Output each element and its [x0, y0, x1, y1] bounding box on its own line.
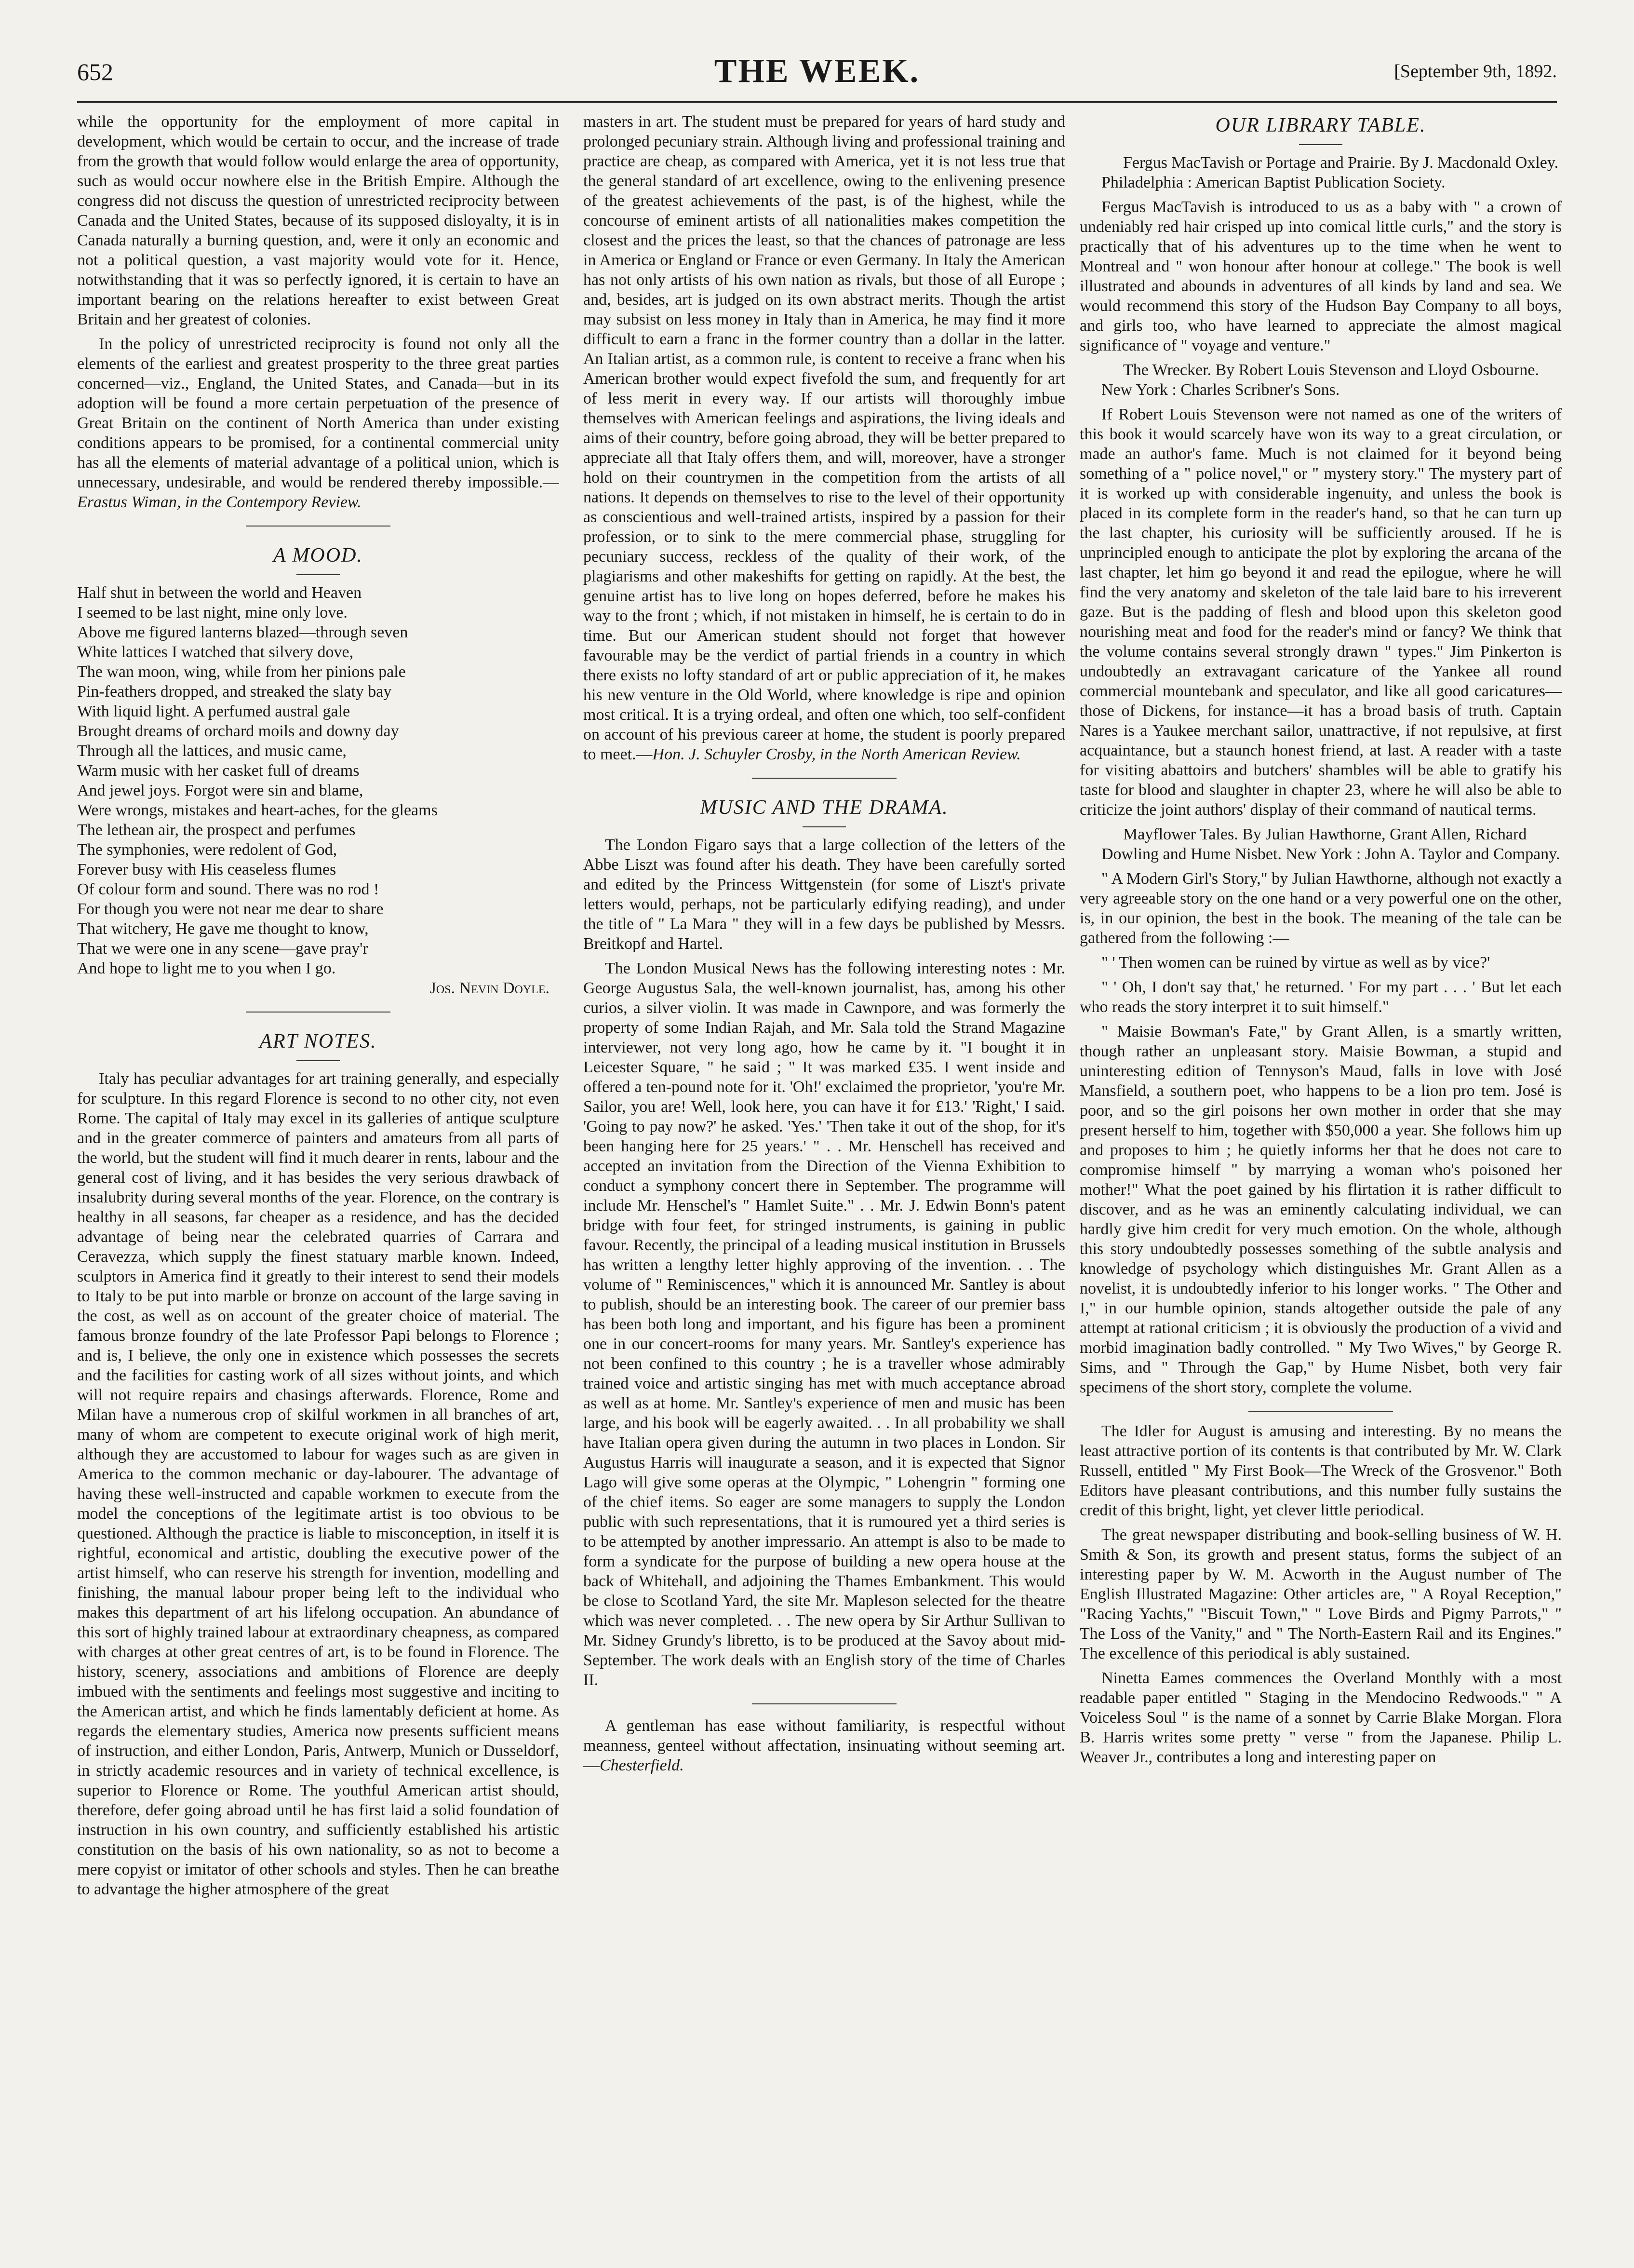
section-title-art-notes: ART NOTES.	[259, 1030, 377, 1053]
masthead: THE WEEK.	[714, 53, 920, 90]
section-divider	[752, 778, 897, 779]
article-attribution: Erastus Wiman, in the Contempory Review.	[77, 493, 362, 511]
poem-line: The lethean air, the prospect and perfumes	[77, 821, 356, 839]
quotation	[583, 1716, 1065, 1775]
poem-line: With liquid light. A perfumed austral gale	[77, 702, 350, 720]
review-paragraph: If Robert Louis Stevenson were not named as one of the writers of this book it would scarcely have won its way to a great circulation, or made an author's fame. Much is not claimed for it beyond being something of a " police novel," or " mystery story." The mystery part of it is worked up with considerable ingenuity, and unless the book is placed in its complete form in the reader's hand, so that he can turn up the last chapter, his curiosity will be sufficiently aroused. If he is unprincipled enough to anticipate the plot by exploring the arcana of the last chapter, let him go beyond it and read the epilogue, where he will find the very anatomy and skeleton of the tale laid bare to his irreverent gaze. But is the padding of flesh and blood upon this skeleton good nourishing meat and food for the reader's mind or fancy? We think that the volume contains several strongly drawn " types." Jim Pinkerton is undoubtedly an extravagant caricature of the Yankee all round commercial mountebank and speculator, and like all good caricatures—those of Dickens, for instance—it has a broad basis of truth. Captain Nares is a Yaukee merchant sailor, unattractive, if not repulsive, at first acquaintance, but a staunch honest friend, at last. A reader with a taste for visiting abattoirs and butchers' shambles will be able to gratify his taste for blood and slaughter in chapter 23, where he will also be able to criticize the joint authors' display of their command of nautical terms.	[1080, 405, 1562, 819]
book-heading: Fergus MacTavish or Portage and Prairie. By J. Macdonald Oxley. Philadelphia : American Baptist Publication Society.	[1101, 154, 1559, 191]
poem-line: That we were one in any scene—gave pray'r	[77, 940, 368, 958]
column-3	[1080, 112, 1562, 2253]
poem-line: Pin-feathers dropped, and streaked the slaty bay	[77, 683, 392, 701]
periodical-paragraph: Ninetta Eames commences the Overland Monthly with a most readable paper entitled " Staging in the Mendocino Redwoods." " A Voiceless Soul " is the name of a sonnet by Carrie Blake Morgan. Flora B. Harris writes some pretty " verse " from the Japanese. Philip L. Weaver Jr., contributes a long and interesting paper on	[1080, 1669, 1562, 1766]
section-title-library: OUR LIBRARY TABLE.	[1215, 114, 1426, 136]
poem-line: Above me figured lanterns blazed—through seven	[77, 623, 408, 641]
review-paragraph: " ' Oh, I don't say that,' he returned. ' For my part . . . ' But let each who reads the story interpret it to suit himself."	[1080, 978, 1562, 1016]
review-paragraph: " Maisie Bowman's Fate," by Grant Allen, is a smartly written, though rather an unpleasant story. Maisie Bowman, a stupid and uninteresting edition of Tennyson's Maud, falls in love with José Mansfield, a southern poet, who happens to be a lion pro tem. José is poor, and so the girl poisons her own mother in order that she may present herself to him, together with $50,000 a year. She follows him up and proposes to him ; he quietly informs her that he does not care to compromise himself " by marrying a woman who's poisoned her mother!" What the poet gained by his flirtation it is rather difficult to discover, and as he was an eminently calculating individual, we can hardly give him credit for very much emotion. On the whole, although this story undoubtedly possesses something of the subtle analysis and knowledge of psychology which distinguishes Mr. Grant Allen as a novelist, it is undoubtedly inferior to his longer works. " The Other and I," in our humble opinion, stands altogether outside the pale of any attempt at rational criticism ; it is obviously the production of a vivid and morbid imagination badly controlled. " My Two Wives," by George R. Sims, and " Through the Gap," by Hume Nisbet, both very fair specimens of the short story, complete the volume.	[1080, 1023, 1562, 1396]
quotation-attribution: Chesterfield.	[600, 1756, 684, 1774]
poem-line: Of colour form and sound. There was no rod !	[77, 880, 379, 898]
poem-line: For though you were not near me dear to share	[77, 900, 384, 918]
section-divider	[752, 1703, 897, 1704]
article-paragraph: Italy has peculiar advantages for art training generally, and especially for sculpture. In this regard Florence is second to no other city, not even Rome. The capital of Italy may excel in its galleries of antique sculpture and in the greater commerce of painters and amateurs from all parts of the world, but the student will find it much dearer in rents, labour and the general cost of living, and it has besides the very serious drawback of insalubrity during several months of the year. Florence, on the contrary is healthy in all seasons, far cheaper as a residence, and has the decided advantage of being near the celebrated quarries of Carrara and Ceravezza, which supply the finest statuary marble known. Indeed, sculptors in America find it greatly to their interest to send their models to Italy to be put into marble or bronze on account of the large saving in the cost, as well as on account of the greater choice of material. The famous bronze foundry of the late Professor Papi belongs to Florence ; and is, I believe, the only one in existence which possesses the secrets and the facilities for casting work of all sizes without joints, and which will not require repairs and chasings afterwards. Florence, Rome and Milan have a numerous crop of skilful workmen in all branches of art, many of whom are competent to execute original work of high merit, although they are accustomed to labour for wages such as are given in America to the common mechanic or day-labourer. The advantage of having these well-instructed and capable workmen to execute from the model the conceptions of the legitimate artist is too obvious to be questioned. Although the practice is liable to misconception, in itself it is rightful, economical and artistic, doubling the executive power of the artist himself, who can reserve his strength for invention, modelling and finishing, the manual labour proper being left to the individual who makes this department of art his lifelong occupation. An abundance of this sort of highly trained labour at extraordinary cheapness, as compared with charges at other great centres of art, is to be found in Florence. The history, scenery, associations and ambitions of Florence are deeply imbued with the sentiments and feelings most suggestive and inciting to the American artist, and which he finds lamentably deficient at home. As regards the elementary studies, America now presents sufficient means of instruction, and either London, Paris, Antwerp, Munich or Dusseldorf, in strictly academic resources and in variety of technical excellence, is superior to Florence or Rome. The youthful American artist should, therefore, defer going abroad until he has first laid a solid foundation of instruction in his own country, and sufficiently established his artistic constitution on the basis of his own nationality, so as not to become a mere copyist or imitator of other schools and styles. Then he can breathe to advantage the higher atmosphere of the great	[77, 1070, 559, 1898]
page-header	[77, 43, 1557, 103]
poem-line: The symphonies, were redolent of God,	[77, 841, 337, 859]
title-underline	[1299, 144, 1342, 145]
poem-line: And hope to light me to you when I go.	[77, 959, 336, 977]
poem-line: Brought dreams of orchard moils and downy day	[77, 722, 399, 740]
poem-line: Were wrongs, mistakes and heart-aches, for the gleams	[77, 801, 438, 819]
poem-line: And jewel joys. Forgot were sin and blame,	[77, 782, 363, 799]
article-paragraph: The London Musical News has the following interesting notes : Mr. George Augustus Sala, the well-known journalist, has, among his other curios, a silver violin. It was made in Cawnpore, and was formerly the property of some Indian Rajah, and Mr. Sala told the Strand Magazine interviewer, not very long ago, how he came by it. "I bought it in Leicester Square, " he said ; " It was marked £35. I went inside and offered a ten-pound note for it. 'Oh!' exclaimed the proprietor, 'you're Mr. Sailor, you are! Well, look here, you can have it for £13.' 'Right,' I said. 'Going to pay now?' he asked. 'Yes.' 'Then take it out of the shop, for it's been hanging here for 25 years.' " . . Mr. Henschell has received and accepted an invitation from the Direction of the Vienna Exhibition to conduct a symphony concert there in September. The programme will include Mr. Henschel's " Hamlet Suite." . . Mr. J. Edwin Bonn's patent bridge with four feet, for stringed instruments, is gaining in public favour. Recently, the principal of a leading musical institution in Brussels has written a lengthy letter highly approving of the invention. . . The volume of " Reminiscences," which it is announced Mr. Santley is about to publish, should be an interesting book. The career of our premier bass has been both long and important, and his figure has been a prominent one in our concert-rooms for many years. Mr. Santley's experience has not been confined to this country ; he is a traveller whose admirably trained voice and artistic singing has met with much acceptance abroad as well as at home. Mr. Santley's experience of men and music has been large, and his book will be eagerly awaited. . . In all probability we shall have Italian opera given during the autumn in two places in London. Sir Augustus Harris will inaugurate a season, and it is expected that Signor Lago will give some operas at the Olympic, " Lohengrin " forming one of the chief items. So eager are some managers to supply the London public with such representations, that it is rumoured yet a third series is to be attempted by another impressario. An attempt is also to be made to form a syndicate for the purpose of building a new opera house at the back of Whitehall, and adjoining the Thames Embankment. This would be close to Scotland Yard, the site Mr. Mapleson selected for the theatre which was never completed. . . The new opera by Sir Arthur Sullivan to Mr. Sidney Grundy's libretto, is to be produced at the Savoy about mid-September. The work deals with an English story of the time of Charles II.	[583, 959, 1065, 1689]
poem-line: The wan moon, wing, while from her pinions pale	[77, 663, 406, 681]
quotation-text: A gentleman has ease without familiarity, is respectful without meanness, genteel without affectation, insinuating without seeming art.—	[583, 1717, 1065, 1774]
poem-line: Forever busy with His ceaseless flumes	[77, 861, 336, 878]
title-underline	[296, 1060, 340, 1061]
book-heading: Mayflower Tales. By Julian Hawthorne, Grant Allen, Richard Dowling and Hume Nisbet. New York : John A. Taylor and Company.	[1101, 825, 1560, 863]
periodical-paragraph: The great newspaper distributing and book-selling business of W. H. Smith & Son, its growth and present status, forms the subject of an interesting paper by W. M. Acworth in the August number of The English Illustrated Magazine: Other articles are, " A Royal Reception," "Racing Yachts," "Biscuit Town," " Love Birds and Pigmy Parrots," " The Loss of the Vanity," and " The North-Eastern Rail and its Engines." The excellence of this periodical is ably sustained.	[1080, 1526, 1562, 1662]
title-underline	[803, 826, 846, 827]
column-1	[77, 112, 559, 2253]
article-paragraph-last	[77, 334, 559, 512]
book-heading: The Wrecker. By Robert Louis Stevenson and Lloyd Osbourne. New York : Charles Scribner's Sons.	[1101, 361, 1539, 399]
issue-date: [September 9th, 1892.	[1394, 61, 1557, 81]
poem-line: Through all the lattices, and music came,	[77, 742, 347, 760]
paragraph-text: masters in art. The student must be prepared for years of hard study and prolonged pecuniary strain. Although living and professional training and practice are cheap, as compared with America, yet it is not less true that the general standard of art excellence, owing to the enlivening presence of the greatest achievements of the past, is of the highest, while the concourse of eminent artists of all nationalities makes competition the closest and the prices the least, so that the chances of patronage are less in America or England or France or even Germany. In Italy the American has not only artists of his own nation as rivals, but those of all Europe ; and, besides, art is judged on its own abstract merits. Though the artist may subsist on less money in Italy than in America, he may find it more difficult to earn a franc in the former country than a dollar in the latter. An Italian artist, as a common rule, is content to receive a franc when his American brother would expect fivefold the sum, and frequently for art of less merit in every way. If our artists will thoroughly imbue themselves with American feelings and aspirations, the living ideals and aims of their country, before going abroad, they will be better prepared to appreciate all that Italy offers them, and will, moreover, have a stronger hold on their countrymen in the competition from the artists of all nations. It depends on themselves to rise to the level of their opportunity as conscientious and well-trained artists, inspired by a passion for their profession, or to sink to the mere commercial phase, struggling for pecuniary success, reckless of the quality of their work, of the plagiarisms and other makeshifts for getting on rapidly. At the best, the genuine artist has to live long on hopes deferred, before he makes his way to the front ; which, if not mistaken in himself, he is certain to do in time. But our American student should not forget that however favourable may be the verdict of partial friends in a country in which there exists no lofty standard of art or public appreciation of it, he makes his new venture in the Old World, where knowledge is ripe and opinion most critical. It is a trying ordeal, and often one which, too self-confident on account of his previous career at home, the student is poorly prepared to meet.—	[583, 113, 1065, 763]
section-title-mood: A MOOD.	[273, 544, 363, 567]
review-paragraph: " ' Then women can be ruined by virtue as well as by vice?'	[1101, 954, 1490, 972]
column-2	[583, 112, 1065, 2253]
poem-line: Half shut in between the world and Heaven	[77, 584, 362, 602]
paragraph-text: In the policy of unrestricted reciprocity is found not only all the elements of the earliest and greatest prosperity to the three great parties concerned—viz., England, the United States, and Canada—but in its adoption will be found a more certain perpetuation of the presence of Great Britain on the continent of North America than under existing conditions appears to be promised, for a continental commercial unity has all the elements of material advantage of a political union, which is unnecessary, undesirable, and would be rendered thereby impossible.—	[77, 335, 559, 491]
article-attribution: Hon. J. Schuyler Crosby, in the North American Review.	[652, 745, 1021, 763]
poem-line: White lattices I watched that silvery dove,	[77, 643, 354, 661]
section-title-music: MUSIC AND THE DRAMA.	[700, 796, 949, 819]
review-paragraph: Fergus MacTavish is introduced to us as a baby with " a crown of undeniably red hair crisped up into comical little curls," and the story is practically that of his adventures up to the time when he went to Montreal and " won honour after honour at college." The book is well illustrated and abounds in adventures of all kinds by land and sea. We would recommend this story of the Hudson Bay Company to all boys, and girls too, who have learned to appreciate the almost magical significance of " voyage and venture."	[1080, 198, 1562, 354]
periodical-paragraph: The Idler for August is amusing and interesting. By no means the least attractive portion of its contents is that contributed by Mr. W. Clark Russell, entitled " My First Book—The Wreck of the Grosvenor." Both Editors have pleasant contributions, and this number fully sustains the credit of this bright, light, yet clever little periodical.	[1080, 1422, 1562, 1519]
page-number: 652	[77, 58, 113, 85]
article-paragraph-last	[583, 112, 1065, 764]
article-paragraph: while the opportunity for the employment of more capital in development, which would be certain to occur, and the increase of trade from the growth that would follow would enlarge the area of opportunity, such as would occur nowhere else in the British Empire. Although the congress did not discuss the question of unrestricted reciprocity between Canada and the United States, because of its supposed disloyalty, it is in Canada naturally a burning question, and, were it only an economic and not a political question, a vast majority would vote for it. Hence, notwithstanding that it was so perfectly ignored, it is certain to have an important bearing on the relations hereafter to exist between Great Britain and her greatest of colonies.	[77, 113, 559, 328]
poem-line: I seemed to be last night, mine only love.	[77, 604, 348, 621]
poem-line: Warm music with her casket full of dreams	[77, 762, 360, 780]
poem	[77, 583, 559, 978]
poem-author: Jos. Nevin Doyle.	[429, 979, 549, 997]
title-underline	[296, 574, 340, 575]
article-paragraph: The London Figaro says that a large collection of the letters of the Abbe Liszt was found after his death. They have been carefully sorted and edited by the Princess Wittgenstein (for some of Liszt's private letters would, perhaps, not be particularly edifying reading), and under the title of " La Mara " they will in a few days be published by Messrs. Breitkopf and Hartel.	[583, 836, 1065, 953]
review-paragraph: " A Modern Girl's Story," by Julian Hawthorne, although not exactly a very agreeable story on the one hand or a very powerful one on the other, is, in our opinion, the best in the book. The meaning of the tale can be gathered from the following :—	[1080, 870, 1562, 947]
poem-line: That witchery, He gave me thought to know,	[77, 920, 369, 938]
